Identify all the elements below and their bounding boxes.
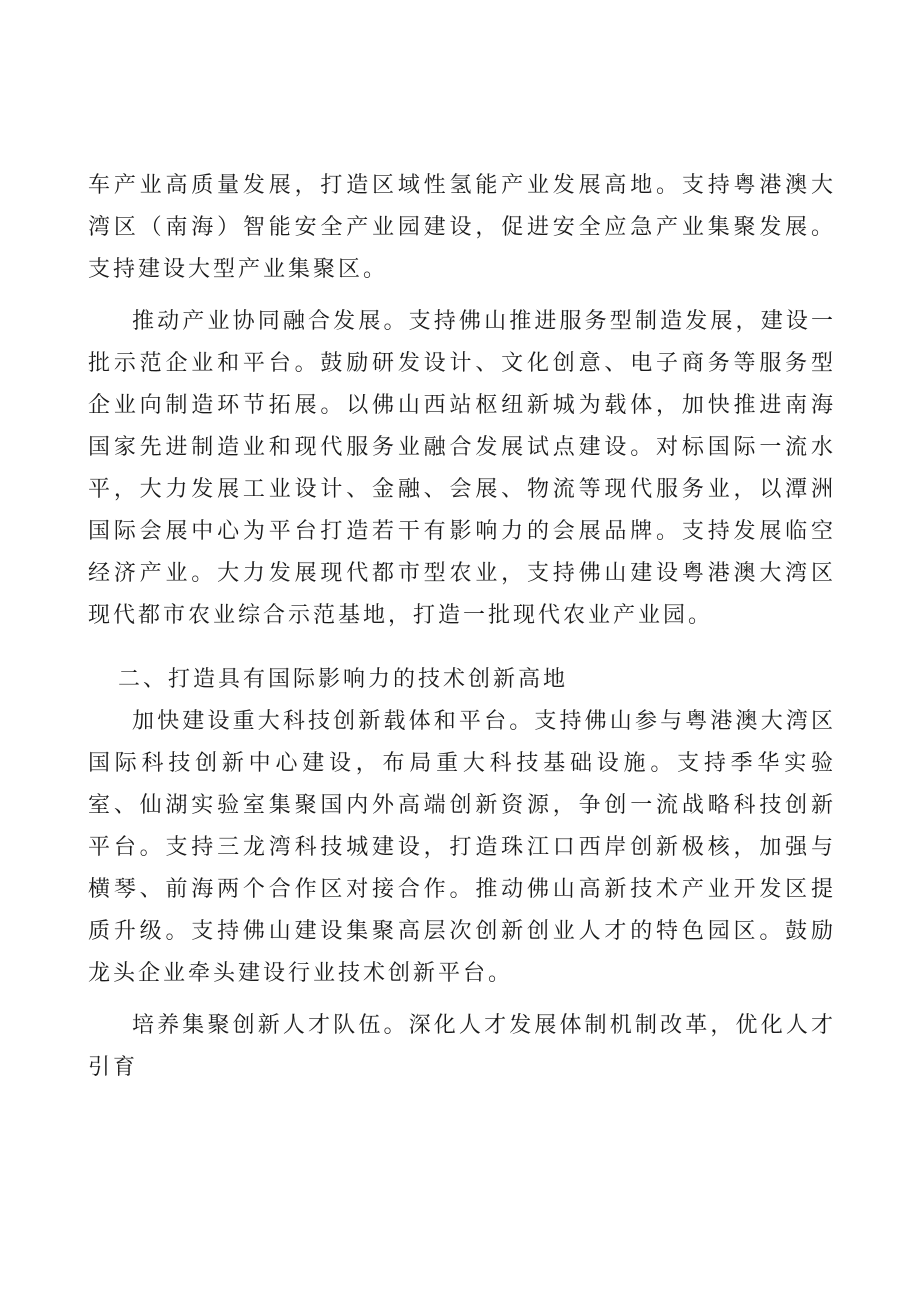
paragraph-tech-platforms: 加快建设重大科技创新载体和平台。支持佛山参与粤港澳大湾区国际科技创新中心建设，布局重大科技基础设施。支持季华实验室、仙湖实验室集聚国内外高端创新资源，争创一流战略科技创新平台。支持三龙湾科技城建设，打造珠江口西岸创新极核，加强与横琴、前海两个合作区对接合作。推动佛山高新技术产业开发区提质升级。支持佛山建设集聚高层次创新创业人才的特色园区。鼓励龙头企业牵头建设行业技术创新平台。: [88, 709, 836, 986]
paragraph-continuation: 车产业高质量发展，打造区域性氢能产业发展高地。支持粤港澳大湾区（南海）智能安全产业园建设，促进安全应急产业集聚发展。支持建设大型产业集聚区。: [88, 173, 836, 282]
paragraph-industry-integration: 推动产业协同融合发展。支持佛山推进服务型制造发展，建设一批示范企业和平台。鼓励研发设计、文化创意、电子商务等服务型企业向制造环节拓展。以佛山西站枢纽新城为载体，加快推进南海国家先进制造业和现代服务业融合发展试点建设。对标国际一流水平，大力发展工业设计、金融、会展、物流等现代服务业，以潭洲国际会展中心为平台打造若干有影响力的会展品牌。支持发展临空经济产业。大力发展现代都市型农业，支持佛山建设粤港澳大湾区现代都市农业综合示范基地，打造一批现代农业产业园。: [88, 309, 836, 628]
document-page: [88, 165, 836, 1089]
paragraph-talent: 培养集聚创新人才队伍。深化人才发展体制机制改革，优化人才引育: [88, 1013, 836, 1080]
section-heading: 二、打造具有国际影响力的技术创新高地: [118, 667, 569, 692]
